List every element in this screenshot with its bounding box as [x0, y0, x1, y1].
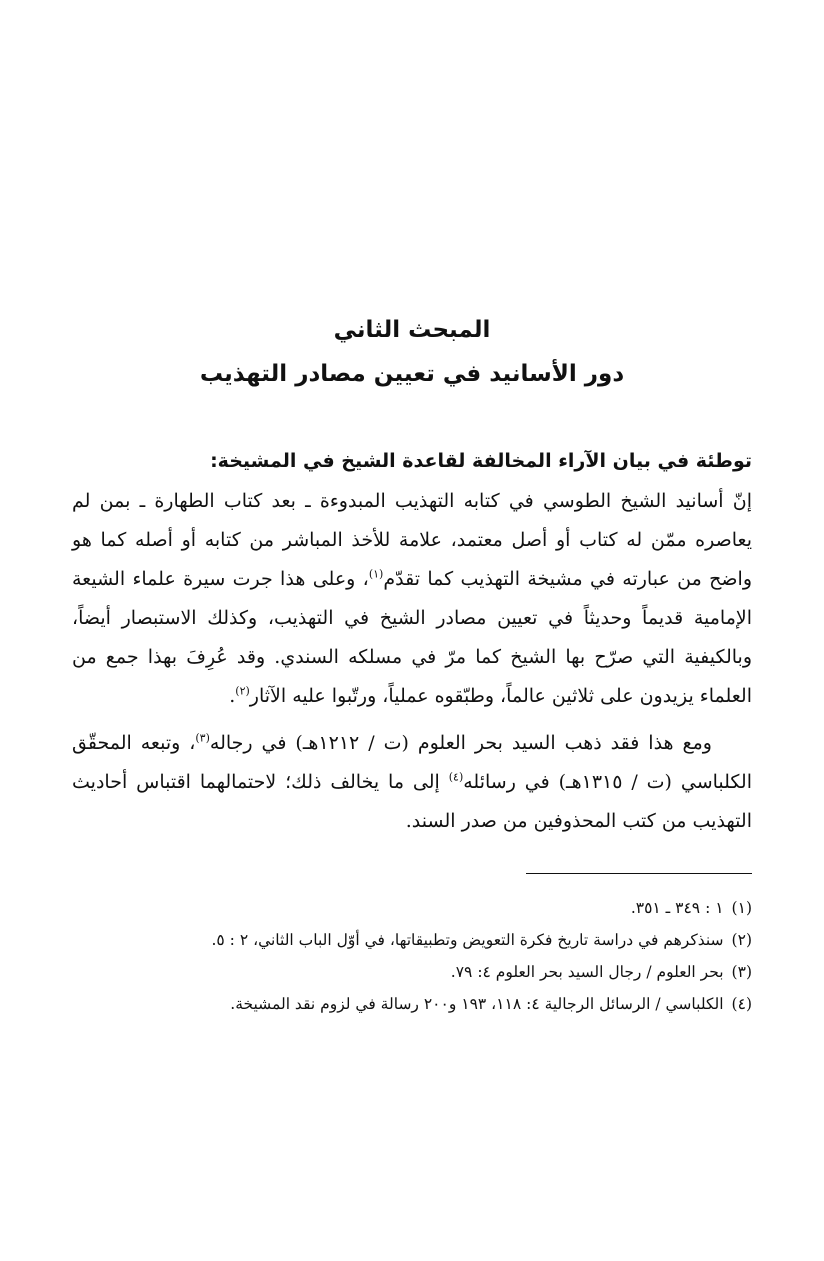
footnote-number: (٣): [731, 963, 752, 981]
footnote-number: (٤): [731, 995, 752, 1013]
footnote-ref-1: (١): [368, 567, 384, 581]
footnote-text: بحر العلوم / رجال السيد بحر العلوم ٤: ٧٩.: [450, 963, 724, 981]
footnote-ref-2: (٢): [235, 684, 250, 698]
footnote-2: [72, 924, 752, 956]
paragraph-2-text-b: ، وتبعه المحقّق الكلباسي (ت / ١٣١٥هـ) في رسائله: [72, 732, 752, 793]
paragraph-2: [72, 724, 752, 841]
footnote-ref-3: (٣): [195, 731, 210, 745]
footnote-text: سنذكرهم في دراسة تاريخ فكرة التعويض وتطبيقاتها، في أوّل الباب الثاني، ٢ : ٥.: [211, 931, 724, 949]
section-heading: المبحث الثاني: [333, 317, 491, 343]
footnote-text: ١ : ٣٤٩ ـ ٣٥١.: [630, 899, 724, 917]
footnote-ref-4: (٤): [448, 770, 464, 784]
footnotes: [72, 892, 752, 1020]
paragraph-2-text-a: ومع هذا فقد ذهب السيد بحر العلوم (ت / ١٢١٢هـ) في رجاله: [209, 732, 712, 754]
footnote-number: (١): [731, 899, 752, 917]
footnote-text: الكلباسي / الرسائل الرجالية ٤: ١١٨، ١٩٣ و٢٠٠ رسالة في لزوم نقد المشيخة.: [230, 995, 724, 1013]
paragraph-1-text-a: إنّ أسانيد الشيخ الطوسي في كتابه التهذيب المبدوءة ـ بعد كتاب الطهارة ـ بمن لم يعاصره ممّن له كتاب أو أصل معتمد، علامة للأخذ المباشر من كتابه أو أصله كما هو واضح من عبارته في مشيخة التهذيب كما تقدّم: [72, 490, 752, 590]
footnote-4: [72, 988, 752, 1020]
section-title: دور الأسانيد في تعيين مصادر التهذيب: [199, 361, 625, 387]
paragraph-1: [72, 482, 752, 716]
paragraph-1-text-b: ، وعلى هذا جرت سيرة علماء الشيعة الإمامية قديماً وحديثاً في تعيين مصادر الشيخ في التهذيب، وكذلك الاستبصار أيضاً، وبالكيفية التي صرّح بها الشيخ كما مرّ في مسلكه السندي. وقد عُرِفَ بهذا جمع من العلماء يزيدون على ثلاثين عالماً، وطبّقوه عملياً، ورتّبوا عليه الآثار: [72, 568, 752, 707]
subheading: توطئة في بيان الآراء المخالفة لقاعدة الشيخ في المشيخة:: [210, 450, 752, 472]
footnote-number: (٢): [731, 931, 752, 949]
footnote-1: [72, 892, 752, 924]
paragraph-1-text-c: .: [229, 685, 236, 707]
footnote-3: [72, 956, 752, 988]
paragraph-2-text-c: إلى ما يخالف ذلك؛ لاحتمالهما اقتباس أحاديث التهذيب من كتب المحذوفين من صدر السند.: [72, 771, 752, 832]
footnote-divider: [526, 873, 752, 874]
document-page: [72, 300, 752, 1020]
